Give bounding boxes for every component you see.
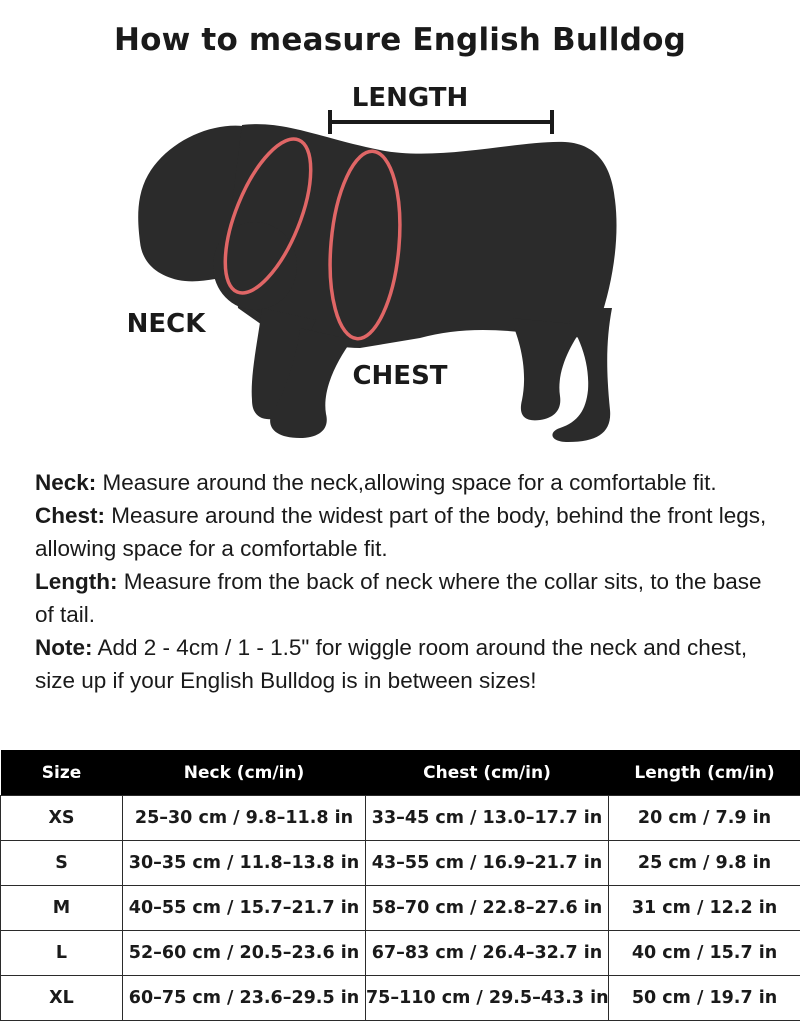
table-row <box>1 796 800 841</box>
instruction-note: Note: Add 2 - 4cm / 1 - 1.5" for wiggle room around the neck and chest, size up if your English Bulldog is in between sizes! <box>35 635 748 693</box>
length-label: LENGTH <box>351 83 469 113</box>
size-cell: M <box>1 886 123 931</box>
bulldog-measurement-diagram <box>0 70 800 450</box>
length-cell: 20 cm / 7.9 in <box>609 796 800 841</box>
chest-cell: 58–70 cm / 22.8–27.6 in <box>366 886 609 931</box>
instruction-chest: Chest: Measure around the widest part of the body, behind the front legs, allowing space for a comfortable fit. <box>35 503 767 561</box>
size-cell: XL <box>1 976 123 1021</box>
table-row <box>1 841 800 886</box>
size-chart-table <box>0 750 800 1021</box>
chest-cell: 67–83 cm / 26.4–32.7 in <box>366 931 609 976</box>
length-cell: 31 cm / 12.2 in <box>609 886 800 931</box>
length-measure-bar <box>330 110 552 134</box>
column-header-chest: Chest (cm/in) <box>366 750 609 796</box>
chest-label: CHEST <box>352 361 448 391</box>
chest-cell: 75–110 cm / 29.5–43.3 in <box>366 976 609 1021</box>
column-header-size: Size <box>1 750 123 796</box>
neck-cell: 40–55 cm / 15.7–21.7 in <box>123 886 366 931</box>
table-header-row <box>1 750 800 796</box>
page-title: How to measure English Bulldog <box>113 22 687 58</box>
table-row <box>1 976 800 1021</box>
column-header-neck: Neck (cm/in) <box>123 750 366 796</box>
measurement-instructions <box>35 466 775 697</box>
instruction-neck: Neck: Measure around the neck,allowing space for a comfortable fit. <box>35 470 717 495</box>
chest-cell: 43–55 cm / 16.9–21.7 in <box>366 841 609 886</box>
neck-cell: 25–30 cm / 9.8–11.8 in <box>123 796 366 841</box>
size-cell: L <box>1 931 123 976</box>
length-cell: 25 cm / 9.8 in <box>609 841 800 886</box>
size-cell: XS <box>1 796 123 841</box>
bulldog-silhouette-icon <box>138 124 616 442</box>
table-row <box>1 886 800 931</box>
instruction-length: Length: Measure from the back of neck where the collar sits, to the base of tail. <box>35 569 762 627</box>
length-cell: 50 cm / 19.7 in <box>609 976 800 1021</box>
column-header-length: Length (cm/in) <box>609 750 800 796</box>
size-cell: S <box>1 841 123 886</box>
neck-label: NECK <box>126 309 206 339</box>
chest-cell: 33–45 cm / 13.0–17.7 in <box>366 796 609 841</box>
neck-cell: 60–75 cm / 23.6–29.5 in <box>123 976 366 1021</box>
table-row <box>1 931 800 976</box>
neck-cell: 30–35 cm / 11.8–13.8 in <box>123 841 366 886</box>
neck-cell: 52–60 cm / 20.5–23.6 in <box>123 931 366 976</box>
length-cell: 40 cm / 15.7 in <box>609 931 800 976</box>
